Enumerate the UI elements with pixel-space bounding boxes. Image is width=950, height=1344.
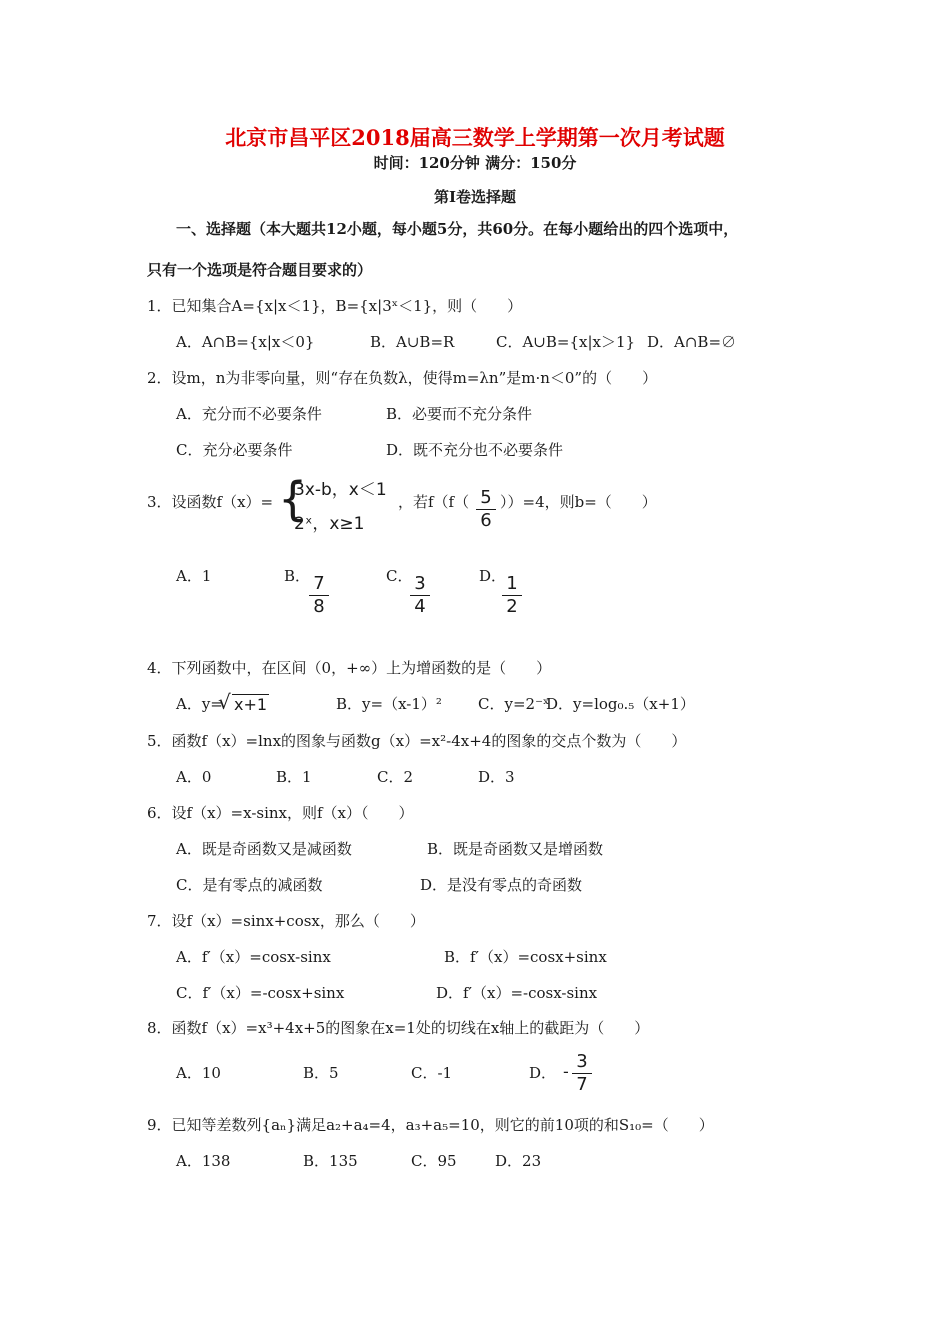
question-2-option-a: A．充分而不必要条件 <box>176 405 322 423</box>
question-3-option-d-label: D． <box>479 567 507 585</box>
question-1-stem: 1．已知集合A={x|x＜1}，B={x|3ˣ＜1}，则（ ） <box>147 297 523 315</box>
question-7-stem: 7．设f（x）=sinx+cosx，那么（ ） <box>147 912 425 930</box>
question-3-option-b-fraction: 7 8 <box>309 574 329 617</box>
fraction-five-sixths: 5 6 <box>476 488 496 531</box>
question-8-option-b: B．5 <box>303 1064 339 1082</box>
question-7-option-d: D．f′（x）=-cosx-sinx <box>436 984 598 1002</box>
question-4-option-a-radicand: x+1 <box>234 695 268 714</box>
question-1-option-c: C．A∪B={x|x＞1} <box>496 333 636 351</box>
instructions-line-2: 只有一个选项是符合题目要求的） <box>147 261 373 279</box>
question-5-stem: 5．函数f（x）=lnx的图象与函数g（x）=x²-4x+4的图象的交点个数为（ ） <box>147 732 687 750</box>
question-7-option-c: C．f′（x）=-cosx+sinx <box>176 984 345 1002</box>
question-7-option-a: A．f′（x）=cosx-sinx <box>176 948 331 966</box>
question-4-stem: 4．下列函数中，在区间（0，+∞）上为增函数的是（ ） <box>147 659 552 677</box>
question-6-option-c: C．是有零点的减函数 <box>176 876 323 894</box>
time-score-line: 时间：120分钟 满分：150分 <box>373 154 577 172</box>
section-heading: 第Ⅰ卷选择题 <box>433 188 517 206</box>
question-3-option-b-label: B． <box>284 567 311 585</box>
question-9-option-d: D．23 <box>495 1152 542 1170</box>
question-4-option-c: C．y=2⁻ˣ <box>478 695 550 713</box>
question-8-stem: 8．函数f（x）=x³+4x+5的图象在x=1处的切线在x轴上的截距为（ ） <box>147 1019 650 1037</box>
question-3-option-a: A．1 <box>176 567 212 585</box>
question-6-option-d: D．是没有零点的奇函数 <box>420 876 583 894</box>
question-5-option-c: C．2 <box>377 768 414 786</box>
question-8-option-d-label: D． <box>529 1064 557 1082</box>
question-5-option-b: B．1 <box>276 768 312 786</box>
question-8-option-a: A．10 <box>176 1064 221 1082</box>
question-3-mid-1: ，若f（f（ <box>398 493 470 511</box>
question-5-option-a: A．0 <box>176 768 212 786</box>
exam-title: 北京市昌平区2018届高三数学上学期第一次月考试题 <box>225 125 725 150</box>
question-2-option-c: C．充分必要条件 <box>176 441 293 459</box>
question-8-option-c: C．-1 <box>411 1064 453 1082</box>
question-8-option-d-sign: - <box>563 1062 569 1081</box>
question-4-option-b: B．y=（x-1）² <box>336 695 442 713</box>
piecewise-brace-icon: { <box>278 472 308 526</box>
question-6-option-a: A．既是奇函数又是减函数 <box>176 840 352 858</box>
question-3-option-d-fraction: 1 2 <box>502 574 522 617</box>
question-3-option-c-label: C． <box>386 567 413 585</box>
piecewise-case-1: 3x-b，x＜1 <box>294 480 387 500</box>
question-1-option-a: A．A∩B={x|x＜0} <box>176 333 315 351</box>
question-6-stem: 6．设f（x）=x-sinx，则f（x）（ ） <box>147 804 414 822</box>
question-9-option-c: C．95 <box>411 1152 457 1170</box>
question-8-option-d-fraction: 3 7 <box>572 1052 592 1095</box>
question-4-option-d: D．y=log₀.₅（x+1） <box>546 695 695 713</box>
question-9-option-a: A．138 <box>176 1152 231 1170</box>
question-9-stem: 9．已知等差数列{aₙ}满足a₂+a₄=4，a₃+a₅=10，则它的前10项的和S₁₀=（ ） <box>147 1116 714 1134</box>
question-6-option-b: B．既是奇函数又是增函数 <box>427 840 604 858</box>
question-1-option-d: D．A∩B=∅ <box>647 333 737 351</box>
piecewise-case-2: 2ˣ，x≥1 <box>294 514 365 534</box>
question-2-option-b: B．必要而不充分条件 <box>386 405 533 423</box>
question-1-option-b: B．A∪B=R <box>370 333 455 351</box>
question-3-prefix: 3．设函数f（x）= <box>147 493 274 511</box>
question-2-stem: 2．设m，n为非零向量，则“存在负数λ，使得m=λn”是m·n＜0”的（ ） <box>147 369 658 387</box>
question-3-mid-2: ））=4，则b=（ ） <box>500 493 657 511</box>
question-3-option-c-fraction: 3 4 <box>410 574 430 617</box>
question-9-option-b: B．135 <box>303 1152 358 1170</box>
question-7-option-b: B．f′（x）=cosx+sinx <box>444 948 607 966</box>
instructions-line-1: 一、选择题（本大题共12小题，每小题5分，共60分。在每小题给出的四个选项中， <box>176 220 739 238</box>
question-2-option-d: D．既不充分也不必要条件 <box>386 441 564 459</box>
question-5-option-d: D．3 <box>478 768 515 786</box>
question-4-option-a-label: A．y= <box>176 695 223 713</box>
radical-sign-icon: √ <box>218 690 231 714</box>
